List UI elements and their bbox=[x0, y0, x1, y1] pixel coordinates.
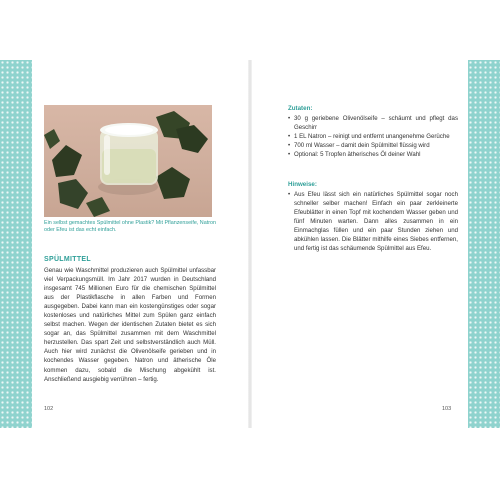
photo-caption: Ein selbst gemachtes Spülmittel ohne Plastik? Mit Pflanzenseife, Natron oder Efeu ist das echt einfach. bbox=[44, 220, 216, 233]
right-dotted-margin bbox=[468, 60, 500, 428]
list-item: • Optional: 5 Tropfen ätherisches Öl deiner Wahl bbox=[288, 150, 458, 159]
list-item: • 30 g geriebene Olivenölseife – schäumt und pflegt das Geschirr bbox=[288, 114, 458, 132]
left-page bbox=[32, 60, 248, 428]
right-page bbox=[252, 60, 468, 428]
notes-title: Hinweise: bbox=[288, 181, 317, 188]
body-paragraph: Genau wie Waschmittel produzieren auch Spülmittel unfassbar viel Verpackungsmüll. Im Jahr 2017 wurden in Deutschland insgesamt 745 Millionen Euro für die chemischen Spülmittel aus der Plastikflasche in allen Farben und Formen ausgegeben. Dabei kann man ein kostengünstiges oder sogar kostenloses und natürliches Mittel zum Spülen ganz einfach selbst machen. Wegen der identischen Zutaten bietet es sich sogar an, das Spülmittel zusammen mit dem Waschmittel herzustellen. Das spart Zeit und selbstverständlich auch Müll. Auch hier wird zunächst die Olivenölseife gerieben und in kochendes Wasser gegeben. Natron und ätherische Öle kommen dazu, sobald die Mischung abgekühlt ist. Anschließend ausgiebig verrühren – fertig. bbox=[44, 267, 216, 383]
soap-jar-illustration bbox=[44, 105, 212, 217]
soap-jar-photo bbox=[44, 105, 212, 217]
book-spread bbox=[0, 60, 500, 428]
ingredients-list bbox=[288, 114, 458, 159]
notes-list bbox=[288, 190, 458, 253]
page-number-left: 102 bbox=[44, 406, 54, 412]
section-heading-spuelmittel: SPÜLMITTEL bbox=[44, 256, 91, 263]
ingredients-title: Zutaten: bbox=[288, 105, 313, 112]
list-item: • Aus Efeu lässt sich ein natürliches Spülmittel sogar noch schneller selber machen! Einfach ein paar zerkleinerte Efeublätter in einen Topf mit kochendem Wasser geben und fünf Minuten warten. Dann alles zusammen in ein Einmachglas füllen und ein paar Stunden ziehen und abkühlen lassen. Die Blätter mithilfe eines Siebes entfernen, und fertig ist das schäumende Spülmittel aus Efeu. bbox=[288, 190, 458, 253]
list-item: • 1 EL Natron – reinigt und entfernt unangenehme Gerüche bbox=[288, 132, 458, 141]
page-number-right: 103 bbox=[442, 406, 452, 412]
left-dotted-margin bbox=[0, 60, 32, 428]
list-item: • 700 ml Wasser – damit dein Spülmittel flüssig wird bbox=[288, 141, 458, 150]
